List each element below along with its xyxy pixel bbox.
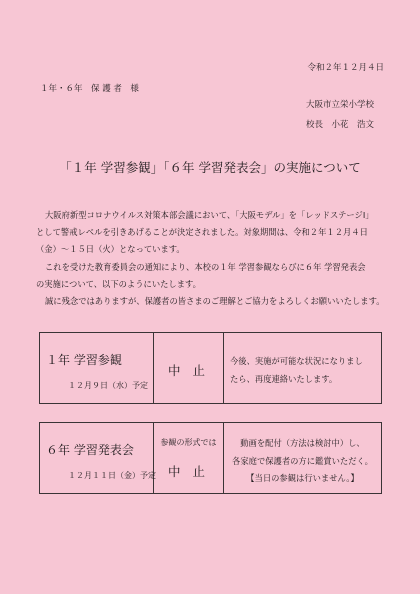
event-note-line: 【当日の参観は行いません。】 [246, 473, 359, 483]
event-name-cell [40, 333, 154, 403]
body-text [36, 207, 390, 310]
event-date: １２月９日（水）予定 [68, 381, 148, 390]
event-note-cell [224, 423, 381, 493]
event-name: ６年 学習発表会 [46, 443, 134, 457]
school-name: 大阪市立栄小学校 [306, 100, 375, 110]
body-line: これを受けた教育委員会の通知により、本校の１年 学習参観ならびに６年 学習発表会 [45, 261, 366, 272]
event-note [224, 435, 381, 488]
body-line: 大阪府新型コロナウイルス対策本部会議において、「大阪モデル」を「レッドステージⅠ」 [45, 210, 374, 220]
event-status-cell [154, 423, 224, 493]
body-line: の実施について、以下のようにいたします。 [36, 278, 201, 289]
addressee: １年・６年 保 護 者 様 [40, 84, 139, 94]
event-date: １２月１１日（金）予定 [68, 471, 156, 480]
event-note-line: 各家庭で保護者の方に鑑賞いただく。 [232, 455, 373, 466]
event-status: 中 止 [168, 363, 209, 378]
event-status-cell [154, 333, 224, 403]
document-title: 「１年 学習参観」「６年 学習発表会」の実施について [59, 160, 361, 175]
event-note-line: 今後、実施が可能な状況になりまし [230, 356, 363, 366]
event-table-grade1 [39, 332, 382, 404]
event-format-label: 参観の形式では [160, 438, 217, 447]
event-status: 中 止 [168, 464, 209, 479]
event-note-line: 動画を配付（方法は検討中）し、 [240, 438, 365, 448]
event-note-line: たら、再度連絡いたします。 [230, 373, 338, 384]
event-table-grade6 [39, 422, 382, 494]
event-note [230, 353, 363, 388]
body-line: として警戒レベルを引きあげることが決定されました。対象期間は、令和２年１２月４日 [36, 227, 368, 238]
event-note-cell [224, 333, 381, 403]
body-line: 誠に残念ではありますが、保護者の皆さまのご理解とご協力をよろしくお願いいたします。 [45, 296, 385, 307]
body-line: （金）～１５日（火）となっています。 [36, 244, 185, 255]
event-name-cell [40, 423, 154, 493]
principal-name: 校長 小花 浩文 [306, 120, 375, 130]
issue-date: 令和２年１２月４日 [307, 63, 384, 73]
event-name: １年 学習参観 [46, 353, 122, 367]
